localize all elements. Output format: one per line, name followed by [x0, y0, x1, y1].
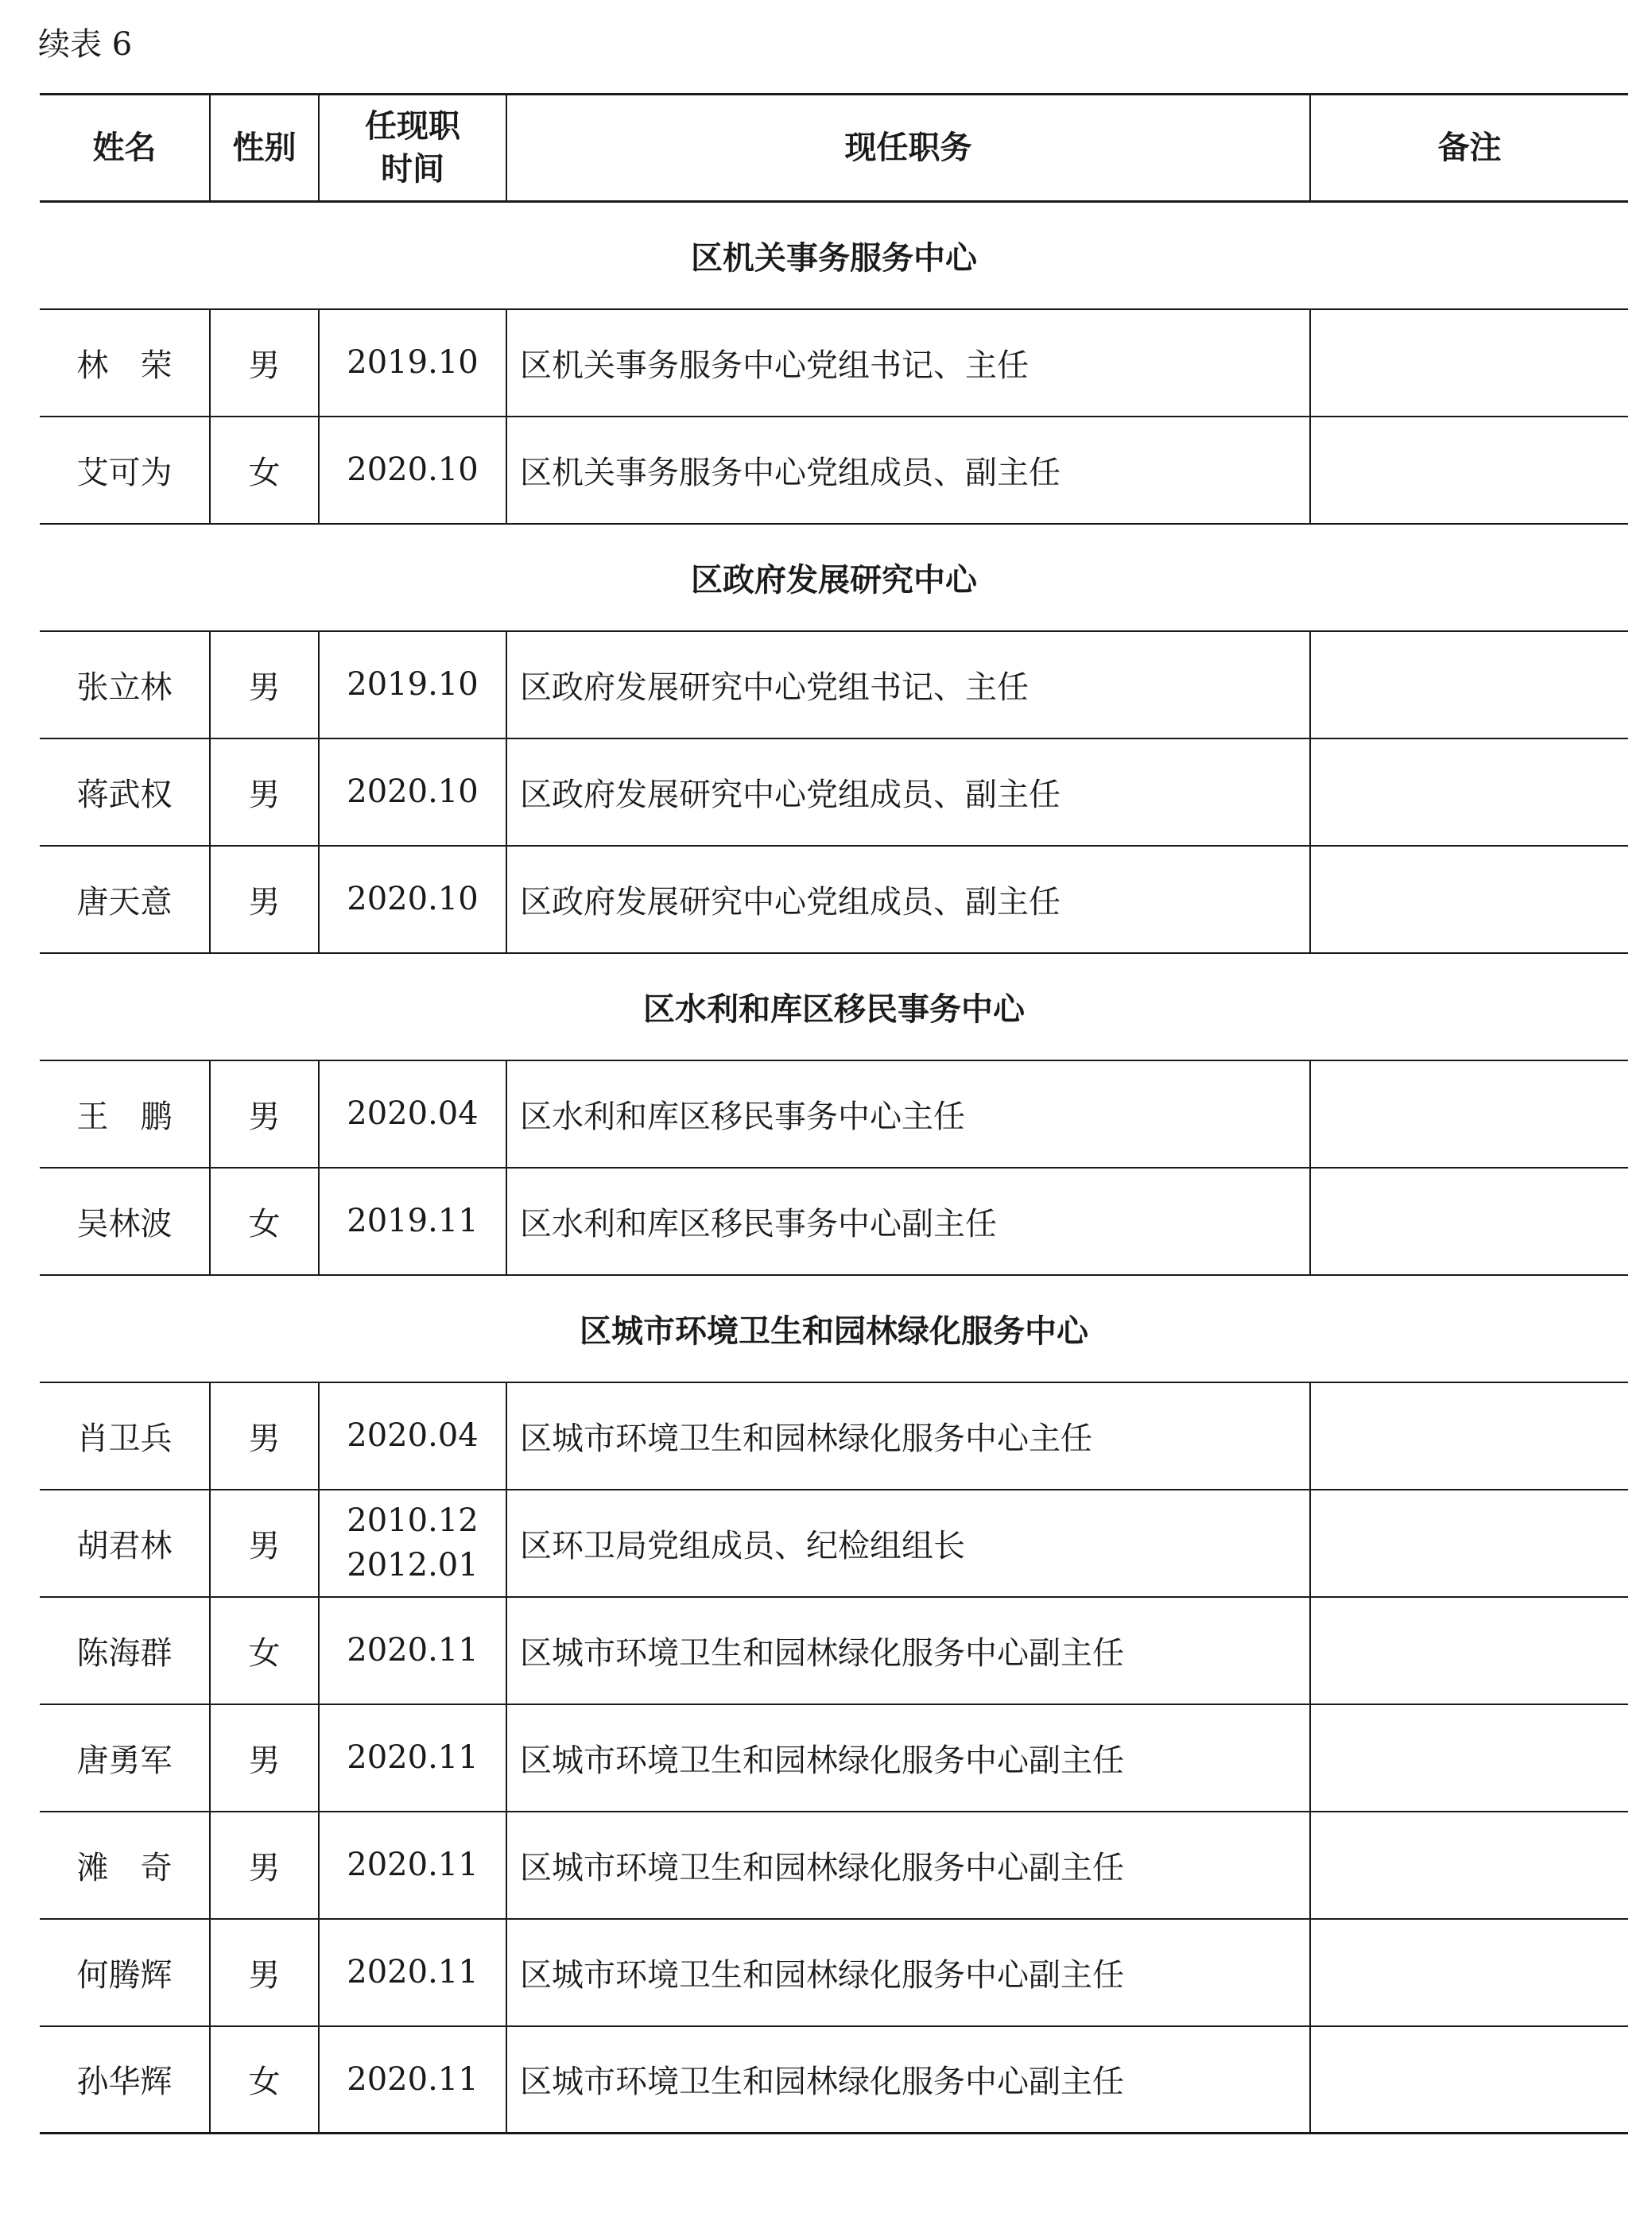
header-current-duty: 现任职务	[506, 95, 1310, 202]
table-row	[40, 1382, 1628, 1490]
current-duty: 区环卫局党组成员、纪检组组长	[506, 1490, 1310, 1597]
person-name: 陈海群	[40, 1597, 210, 1704]
appointment-time-value: 2020.10	[347, 452, 479, 488]
person-name: 孙华辉	[40, 2026, 210, 2134]
appointment-time	[319, 1919, 506, 2026]
note-cell	[1310, 1490, 1628, 1597]
table-row	[40, 1812, 1628, 1919]
appointment-time-value: 2020.11	[347, 1847, 479, 1883]
appointment-time-value: 2020.11	[347, 2060, 479, 2098]
person-gender: 男	[210, 738, 319, 846]
section-title: 区城市环境卫生和园林绿化服务中心	[40, 1275, 1628, 1382]
header-time-line-1: 任现职	[365, 108, 460, 145]
appointment-time	[319, 1597, 506, 1704]
section-header-row	[40, 202, 1628, 309]
appointment-time-value: 2019.11	[347, 1203, 479, 1239]
header-appointment-time	[319, 95, 506, 202]
table-row	[40, 417, 1628, 524]
current-duty: 区水利和库区移民事务中心副主任	[506, 1168, 1310, 1275]
current-duty: 区机关事务服务中心党组成员、副主任	[506, 417, 1310, 524]
person-gender: 女	[210, 1168, 319, 1275]
appointment-time	[319, 2026, 506, 2134]
current-duty: 区城市环境卫生和园林绿化服务中心副主任	[506, 1597, 1310, 1704]
person-name: 蒋武权	[40, 738, 210, 846]
header-gender: 性别	[210, 95, 319, 202]
note-cell	[1310, 1919, 1628, 2026]
person-gender: 男	[210, 1704, 319, 1812]
person-name: 艾可为	[40, 417, 210, 524]
note-cell	[1310, 1060, 1628, 1168]
note-cell	[1310, 846, 1628, 953]
appointment-time	[319, 738, 506, 846]
appointment-time	[319, 1704, 506, 1812]
section-title: 区政府发展研究中心	[40, 524, 1628, 631]
current-duty: 区政府发展研究中心党组成员、副主任	[506, 738, 1310, 846]
person-name: 林 荣	[40, 309, 210, 417]
current-duty: 区城市环境卫生和园林绿化服务中心副主任	[506, 2026, 1310, 2134]
person-gender: 女	[210, 1597, 319, 1704]
appointment-time-value: 2020.11	[347, 1954, 479, 1990]
person-gender: 男	[210, 1490, 319, 1597]
person-name: 滩 奇	[40, 1812, 210, 1919]
section-header-row	[40, 953, 1628, 1060]
table-caption: 续表 6	[38, 26, 133, 63]
table-row	[40, 309, 1628, 417]
section-title: 区水利和库区移民事务中心	[40, 953, 1628, 1060]
appointment-time-value: 2020.10	[347, 773, 479, 810]
appointment-time-value: 2012.01	[347, 1547, 479, 1583]
person-gender: 女	[210, 417, 319, 524]
current-duty: 区水利和库区移民事务中心主任	[506, 1060, 1310, 1168]
appointment-time-value: 2020.11	[347, 1739, 479, 1776]
table-row	[40, 1060, 1628, 1168]
person-gender: 男	[210, 1382, 319, 1490]
appointment-time	[319, 417, 506, 524]
person-name: 王 鹏	[40, 1060, 210, 1168]
person-gender: 男	[210, 309, 319, 417]
note-cell	[1310, 1382, 1628, 1490]
person-name: 张立林	[40, 631, 210, 738]
section-title: 区机关事务服务中心	[40, 202, 1628, 309]
appointment-time-value: 2020.11	[347, 1632, 479, 1669]
table-row	[40, 631, 1628, 738]
note-cell	[1310, 1704, 1628, 1812]
appointment-time	[319, 1490, 506, 1597]
header-name: 姓名	[40, 95, 210, 202]
appointment-time	[319, 631, 506, 738]
table-row	[40, 738, 1628, 846]
note-cell	[1310, 1168, 1628, 1275]
person-gender: 男	[210, 631, 319, 738]
appointment-time	[319, 846, 506, 953]
note-cell	[1310, 1812, 1628, 1919]
current-duty: 区城市环境卫生和园林绿化服务中心副主任	[506, 1919, 1310, 2026]
section-header-row	[40, 524, 1628, 631]
header-note: 备注	[1310, 95, 1628, 202]
appointment-time	[319, 1060, 506, 1168]
current-duty: 区城市环境卫生和园林绿化服务中心主任	[506, 1382, 1310, 1490]
appointment-time-value: 2020.04	[347, 1095, 479, 1132]
table-row	[40, 1597, 1628, 1704]
appointment-time-value: 2020.04	[347, 1417, 479, 1454]
header-time-line-2: 时间	[381, 151, 444, 188]
table-header-row	[40, 95, 1628, 202]
person-name: 何腾辉	[40, 1919, 210, 2026]
table-row	[40, 1168, 1628, 1275]
person-name: 吴林波	[40, 1168, 210, 1275]
note-cell	[1310, 631, 1628, 738]
appointment-time-value: 2020.10	[347, 881, 479, 917]
person-name: 胡君林	[40, 1490, 210, 1597]
note-cell	[1310, 738, 1628, 846]
person-name: 唐天意	[40, 846, 210, 953]
person-gender: 女	[210, 2026, 319, 2134]
note-cell	[1310, 2026, 1628, 2134]
current-duty: 区机关事务服务中心党组书记、主任	[506, 309, 1310, 417]
person-gender: 男	[210, 1919, 319, 2026]
appointment-time-value: 2019.10	[347, 666, 479, 703]
appointment-time	[319, 1382, 506, 1490]
note-cell	[1310, 309, 1628, 417]
current-duty: 区城市环境卫生和园林绿化服务中心副主任	[506, 1704, 1310, 1812]
table-row	[40, 846, 1628, 953]
current-duty: 区城市环境卫生和园林绿化服务中心副主任	[506, 1812, 1310, 1919]
person-gender: 男	[210, 1812, 319, 1919]
current-duty: 区政府发展研究中心党组书记、主任	[506, 631, 1310, 738]
table-row	[40, 1704, 1628, 1812]
appointment-time	[319, 1812, 506, 1919]
note-cell	[1310, 417, 1628, 524]
appointment-time	[319, 309, 506, 417]
table-row	[40, 1919, 1628, 2026]
section-header-row	[40, 1275, 1628, 1382]
person-name: 肖卫兵	[40, 1382, 210, 1490]
person-name: 唐勇军	[40, 1704, 210, 1812]
person-gender: 男	[210, 846, 319, 953]
person-gender: 男	[210, 1060, 319, 1168]
personnel-table	[40, 93, 1628, 2134]
table-row	[40, 2026, 1628, 2134]
appointment-time-value: 2010.12	[347, 1502, 479, 1539]
table-body	[40, 202, 1628, 2134]
appointment-time	[319, 1168, 506, 1275]
appointment-time-value: 2019.10	[347, 344, 479, 381]
table-row	[40, 1490, 1628, 1597]
current-duty: 区政府发展研究中心党组成员、副主任	[506, 846, 1310, 953]
note-cell	[1310, 1597, 1628, 1704]
